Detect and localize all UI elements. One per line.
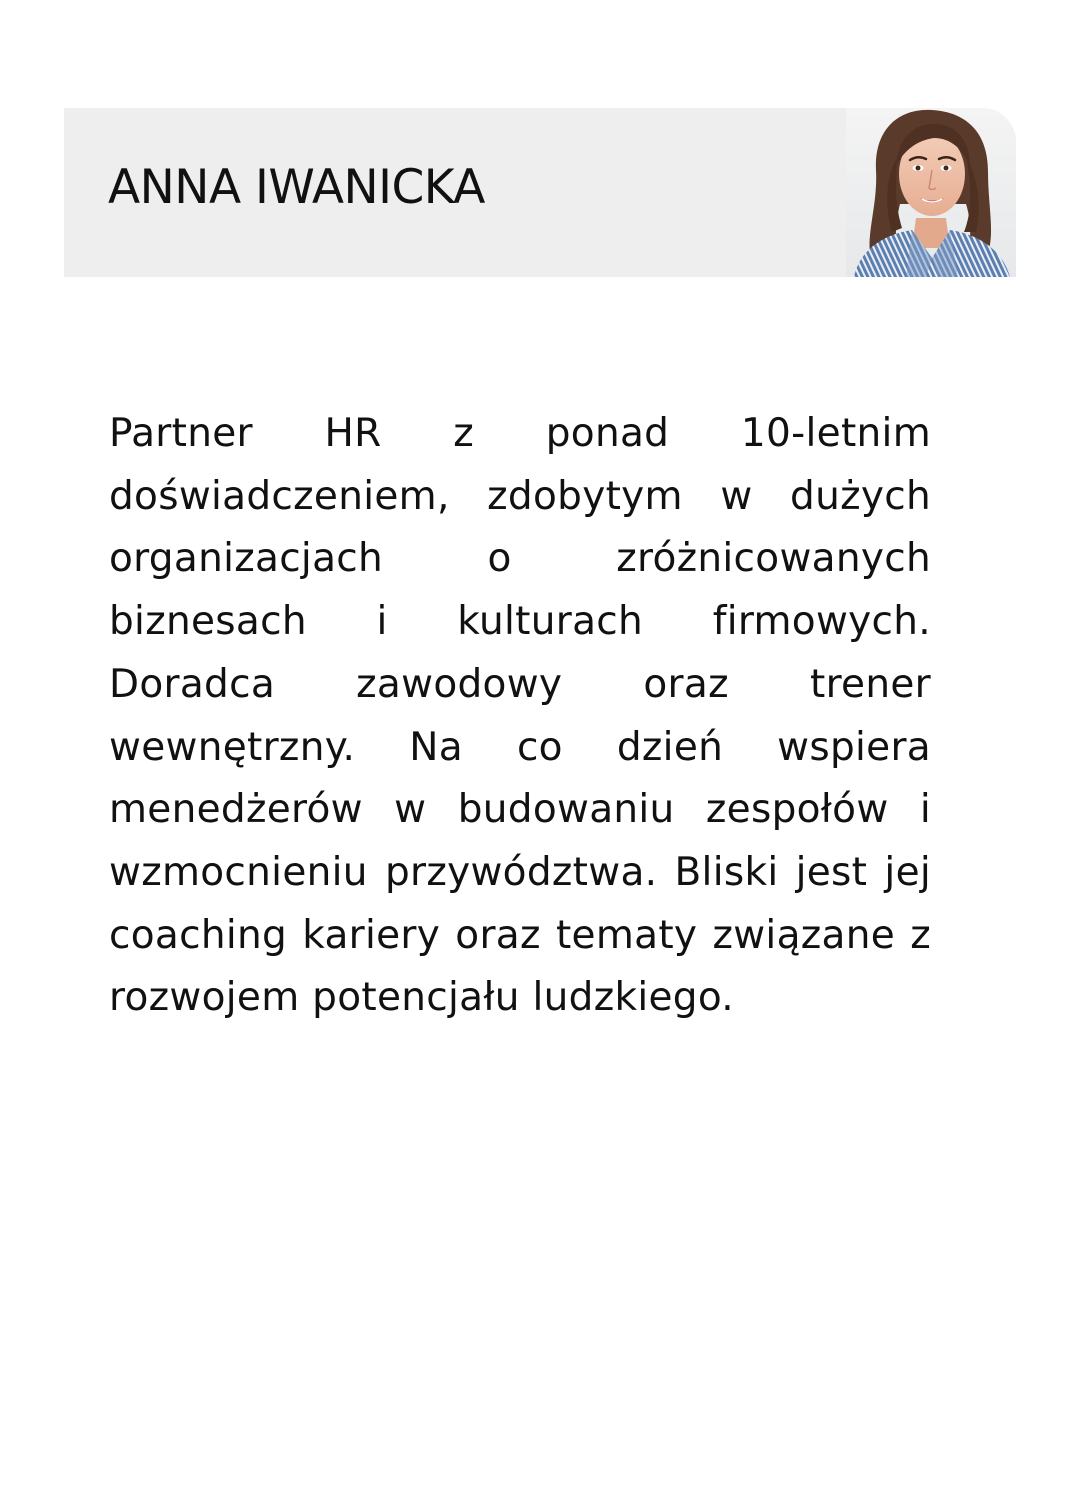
profile-header	[64, 108, 1016, 277]
portrait-photo-icon	[846, 108, 1016, 277]
bio-paragraph: Partner HR z ponad 10-letnim doświadczeniem, zdobytym w dużych organizacjach o zróżnicowanych biznesach i kulturach firmowych. Doradca zawodowy oraz trener wewnętrzny. Na co dzień wspiera menedżerów w budowaniu zespołów i wzmocnieniu przywództwa. Bliski jest jej coaching kariery oraz tematy związane z rozwojem potencjału ludzkiego.	[109, 411, 931, 1021]
person-name: ANNA IWANICKA	[108, 160, 485, 215]
